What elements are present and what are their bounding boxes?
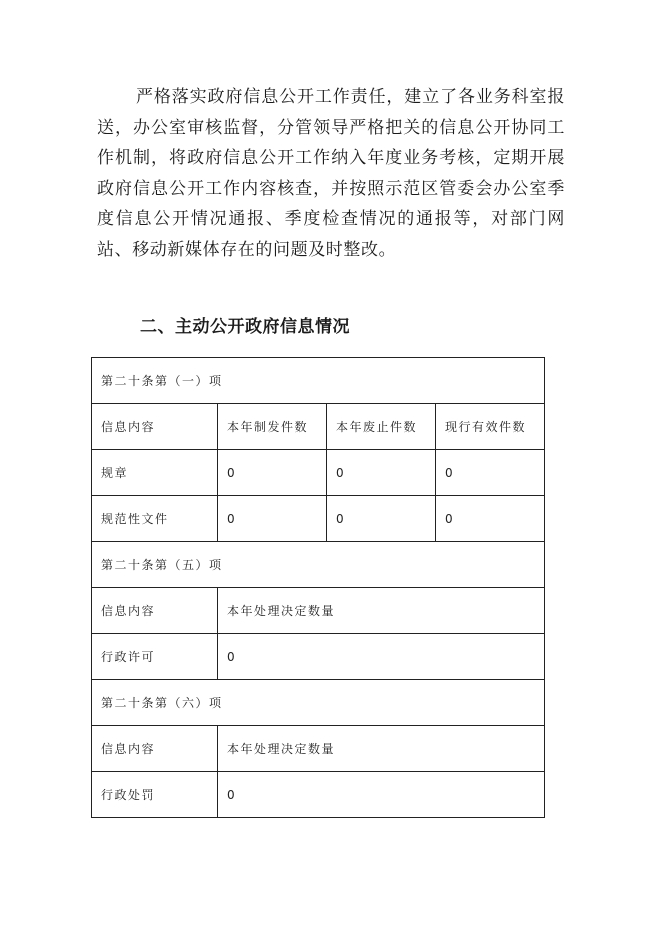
table-row [92, 496, 545, 542]
row-label: 行政处罚 [92, 772, 218, 818]
cell-value: 0 [327, 450, 436, 496]
table-row [92, 772, 545, 818]
row-label: 行政许可 [92, 634, 218, 680]
row-label: 规章 [92, 450, 218, 496]
row-label: 规范性文件 [92, 496, 218, 542]
cell-value: 0 [436, 496, 545, 542]
table-row [92, 634, 545, 680]
cell-value: 0 [218, 496, 327, 542]
table-section-title-row [92, 358, 545, 404]
column-header: 信息内容 [92, 588, 218, 634]
section-title: 第二十条第（五）项 [92, 542, 545, 588]
cell-value: 0 [218, 450, 327, 496]
body-paragraph: 严格落实政府信息公开工作责任，建立了各业务科室报送，办公室审核监督，分管领导严格把关的信息公开协同工作机制，将政府信息公开工作纳入年度业务考核，定期开展政府信息公开工作内容核查，并按照示范区管委会办公室季度信息公开情况通报、季度检查情况的通报等，对部门网站、移动新媒体存在的问题及时整改。 [97, 87, 565, 260]
column-header: 信息内容 [92, 404, 218, 450]
table-header-row [92, 726, 545, 772]
table-header-row [92, 404, 545, 450]
column-header: 信息内容 [92, 726, 218, 772]
cell-value: 0 [436, 450, 545, 496]
column-header: 本年制发件数 [218, 404, 327, 450]
section-title: 第二十条第（六）项 [92, 680, 545, 726]
column-header: 本年处理决定数量 [218, 726, 545, 772]
table-row [92, 450, 545, 496]
section-heading: 二、主动公开政府信息情况 [140, 317, 350, 337]
section-title: 第二十条第（一）项 [92, 358, 545, 404]
column-header: 现行有效件数 [436, 404, 545, 450]
column-header: 本年废止件数 [327, 404, 436, 450]
cell-value: 0 [218, 772, 545, 818]
table-header-row [92, 588, 545, 634]
cell-value: 0 [218, 634, 545, 680]
table-section-title-row [92, 542, 545, 588]
disclosure-table [91, 357, 545, 818]
column-header: 本年处理决定数量 [218, 588, 545, 634]
table-section-title-row [92, 680, 545, 726]
cell-value: 0 [327, 496, 436, 542]
